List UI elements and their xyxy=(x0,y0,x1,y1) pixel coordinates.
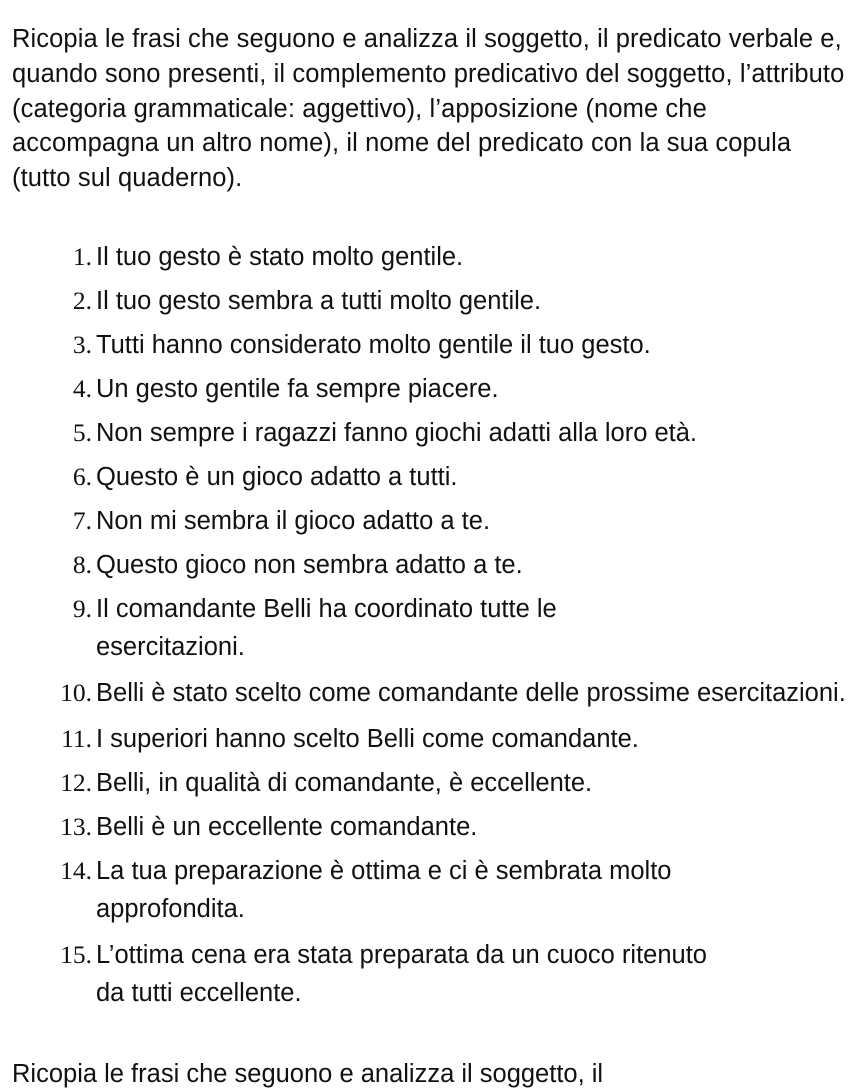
item-text: La tua preparazione è ottima e ci è sembrata molto approfondita. xyxy=(96,857,672,923)
list-item xyxy=(0,238,859,276)
list-item xyxy=(0,502,859,540)
item-number: 12. xyxy=(60,768,92,797)
item-text: Questo gioco non sembra adatto a te. xyxy=(96,551,523,579)
item-number: 13. xyxy=(60,812,92,841)
item-text: Il tuo gesto sembra a tutti molto gentile. xyxy=(96,287,542,315)
list-item xyxy=(0,852,859,928)
item-number: 4. xyxy=(72,374,92,403)
list-item xyxy=(0,674,859,712)
cut-off-next-line xyxy=(0,1060,859,1088)
item-number: 14. xyxy=(60,856,92,885)
list-item xyxy=(0,546,859,584)
item-text: L’ottima cena era stata preparata da un cuoco ritenuto da tutti eccellente. xyxy=(96,941,707,1007)
item-text: Il tuo gesto è stato molto gentile. xyxy=(96,243,464,271)
item-text: Belli è un eccellente comandante. xyxy=(96,813,478,841)
cut-off-text: Ricopia le frasi che seguono e analizza il soggetto, il xyxy=(12,1060,604,1088)
item-number: 2. xyxy=(72,286,92,315)
item-number: 6. xyxy=(72,462,92,491)
list-item xyxy=(0,414,859,452)
list-item xyxy=(0,458,859,496)
item-number: 11. xyxy=(61,724,92,753)
item-number: 9. xyxy=(72,594,92,623)
list-item xyxy=(0,936,859,1012)
item-number: 5. xyxy=(72,418,92,447)
item-number: 10. xyxy=(60,678,92,707)
list-item xyxy=(0,282,859,320)
item-number: 15. xyxy=(60,940,92,969)
item-text: Belli, in qualità di comandante, è eccellente. xyxy=(96,769,593,797)
list-item xyxy=(0,808,859,846)
item-text: Non sempre i ragazzi fanno giochi adatti alla loro età. xyxy=(96,419,698,447)
list-item xyxy=(0,370,859,408)
list-item xyxy=(0,720,859,758)
item-text: I superiori hanno scelto Belli come comandante. xyxy=(96,725,639,753)
list-item xyxy=(0,764,859,802)
item-text: Il comandante Belli ha coordinato tutte le esercitazioni. xyxy=(96,595,557,661)
exercise-instructions: Ricopia le frasi che seguono e analizza il soggetto, il predicato verbale e, quando sono presenti, il complemento predicativo del soggetto, l’attributo (categoria grammaticale: aggettivo), l’apposizione (nome che accompagna un altro nome), il nome del predicato con la sua copula (tutto sul quaderno). xyxy=(12,25,845,193)
sentence-list xyxy=(0,238,859,1012)
item-number: 8. xyxy=(72,550,92,579)
item-text: Questo è un gioco adatto a tutti. xyxy=(96,463,458,491)
item-number: 7. xyxy=(72,506,92,535)
item-text: Tutti hanno considerato molto gentile il tuo gesto. xyxy=(96,331,651,359)
item-text: Un gesto gentile fa sempre piacere. xyxy=(96,375,499,403)
item-number: 1. xyxy=(72,242,92,271)
list-item xyxy=(0,590,859,666)
item-text: Belli è stato scelto come comandante delle prossime esercitazioni. xyxy=(96,679,846,707)
item-text: Non mi sembra il gioco adatto a te. xyxy=(96,507,491,535)
list-item xyxy=(0,326,859,364)
item-number: 3. xyxy=(72,330,92,359)
